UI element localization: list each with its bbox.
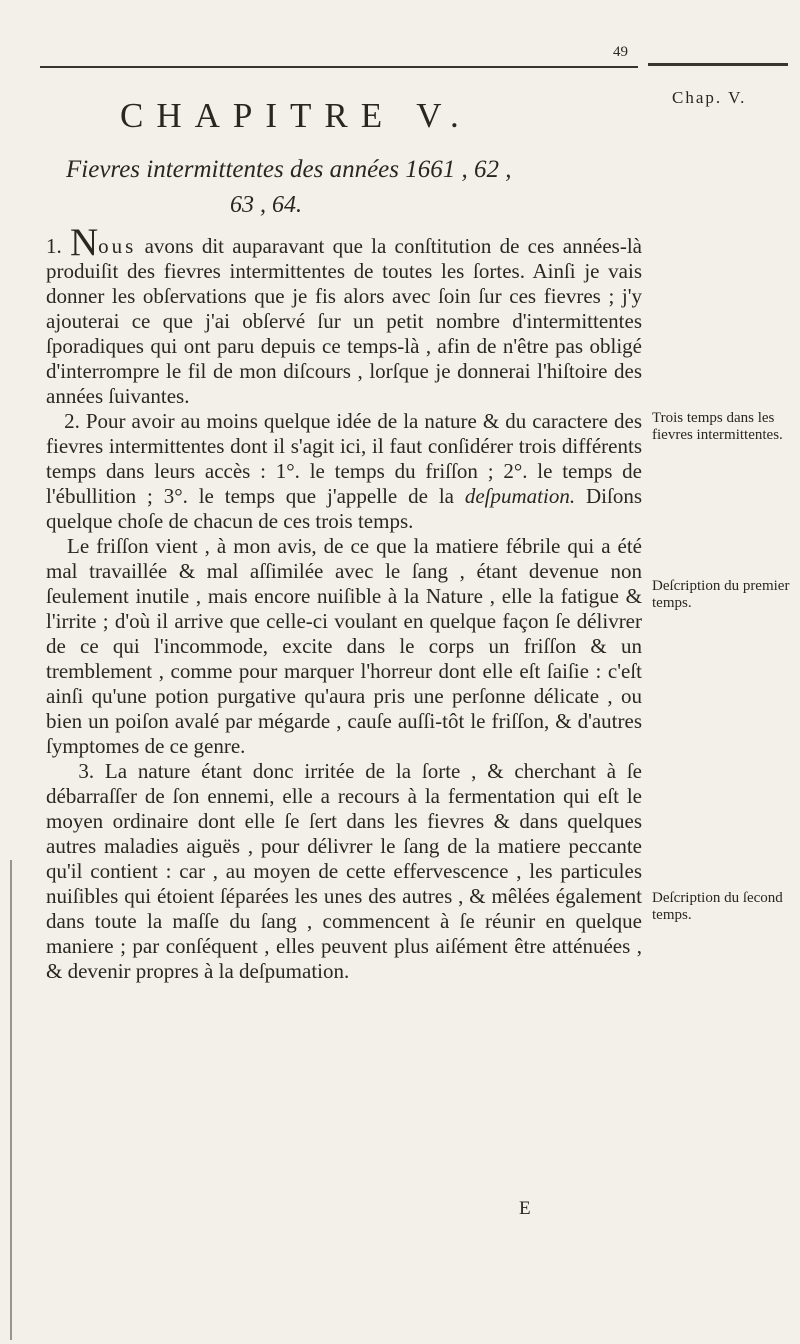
page-edge-line	[10, 860, 12, 1340]
paragraph-3	[46, 534, 642, 759]
margin-note: Deſcription du ſecond temps.	[652, 890, 783, 923]
chapter-title: CHAPITRE V.	[120, 96, 472, 135]
drop-cap: N	[70, 221, 99, 264]
paragraph-1	[46, 221, 643, 409]
paragraph-number: 2.	[64, 409, 80, 433]
paragraph-2	[46, 409, 642, 534]
paragraph-4	[46, 759, 642, 984]
paragraph-number: 3.	[78, 759, 95, 783]
paragraph-number: 1.	[46, 234, 62, 258]
italic-term: deſpumation.	[464, 484, 576, 508]
header-rule	[40, 66, 638, 68]
signature-mark: E	[519, 1198, 531, 1219]
paragraph-text: Le friſſon vient , à mon avis, de ce que la matiere fébrile qui a été mal travaillée & mal aſſimilée avec le ſang , étant devenue non ſeulement inutile , mais encore nuiſible à la Nature , elle la fatigue & l'irrite ; d'où il arrive que celle-ci voulant en quelque façon ſe délivrer de ce qui l'incommode, excite dans le corps un friſſon & un tremblement , comme pour marquer l'horreur dont elle eſt ſaiſie : c'eſt ainſi qu'une potion purgative qu'aura pris une perſonne délicate , ou bien un poiſon avalé par mégarde , cauſe auſſi-tôt le friſſon, & d'autres ſymptomes de ce genre.	[46, 534, 643, 758]
smallcaps-text: ous	[98, 234, 137, 258]
paragraph-text: avons dit auparavant que la conſtitution de ces années-là produiſit des fievres intermittentes de toutes les ſortes. Ainſi je vais donner les obſervations que je fis alors avec ſoin ſur ces fievres ; j'y ajouterai ce que j'ai obſervé ſur un petit nombre d'intermittentes ſporadiques qui ont paru depuis ce temps-là , afin de n'être pas obligé d'interrompre le fil de mon diſcours , lorſque je donnerai l'hiſtoire des années ſuivantes.	[46, 234, 643, 408]
body-text	[46, 221, 643, 984]
paragraph-text: Pour avoir au moins quelque idée de la nature & du caractere des fievres intermittentes dont il s'agit ici, il faut conſidérer trois différents temps dans leurs accès : 1°. le temps du friſſon ; 2°. le temps de l'ébullition ; 3°. le temps que j'appelle de la	[46, 409, 642, 508]
header-rule-side	[648, 63, 788, 66]
margin-note: Deſcription du premier temps.	[652, 578, 790, 611]
paragraph-text: La nature étant donc irritée de la ſorte , & cherchant à ſe débarraſſer de ſon ennemi, elle a recours à la fermentation qui eſt le moyen ordinaire dont elle ſe ſert dans les fievres & dans quelques autres maladies aiguës , pour délivrer le ſang de la matiere peccante qu'il contient : car , au moyen de cette effervescence , les particules nuiſibles qui étoient ſéparées les unes des autres , & mêlées également dans toute la maſſe du ſang , commencent à ſe réunir en quelque maniere ; par conſéquent , elles peuvent plus aiſément être atténuées , & devenir propres à la deſpumation.	[46, 759, 642, 983]
page-number: 49	[613, 44, 628, 60]
running-head: Chap. V.	[672, 88, 747, 107]
paragraph-text: Diſons quelque choſe de chacun de ces trois temps.	[46, 484, 642, 533]
chapter-subtitle-continued: 63 , 64.	[230, 192, 302, 218]
margin-note: Trois temps dans les fievres intermittentes.	[652, 410, 783, 443]
chapter-subtitle: Fievres intermittentes des années 1661 , 62 ,	[66, 156, 512, 183]
